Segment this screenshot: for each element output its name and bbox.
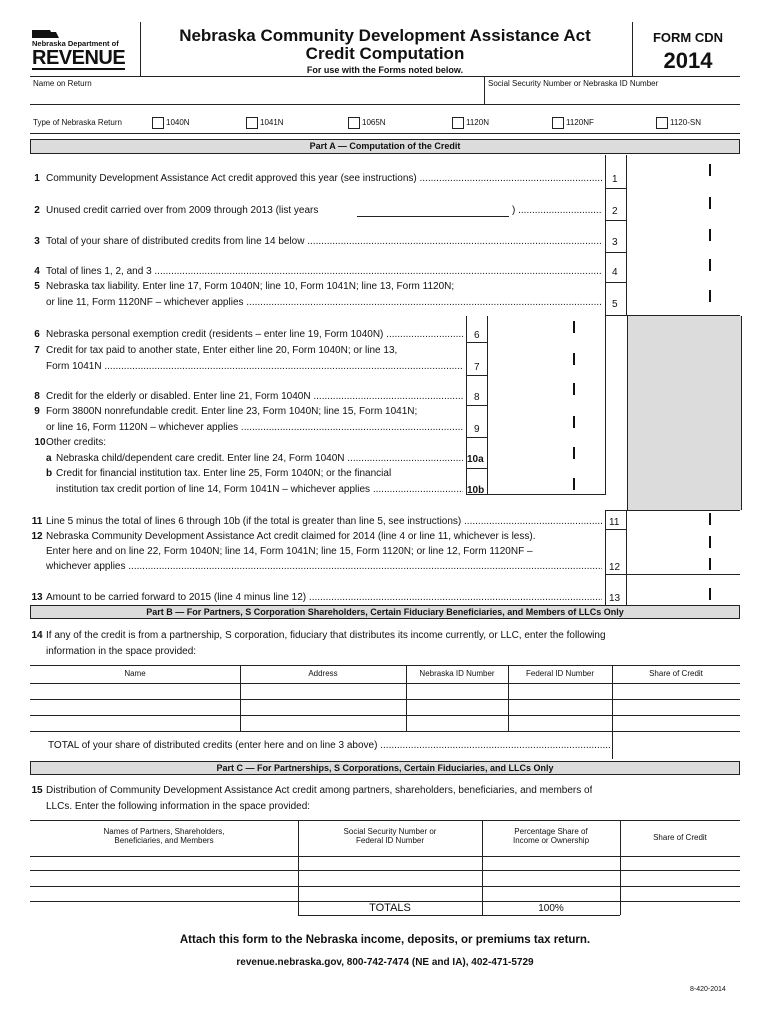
line-9-input[interactable] bbox=[489, 414, 603, 436]
line-10-text: Other credits: bbox=[46, 437, 107, 448]
box-4-label: 4 bbox=[612, 267, 618, 278]
box-10a-label: 10a bbox=[467, 454, 484, 465]
logo-main-text: REVENUE bbox=[32, 47, 126, 69]
line-12-num: 12 bbox=[31, 531, 43, 542]
col-partner-names-2: Beneficiaries, and Members bbox=[114, 836, 214, 845]
col-percentage bbox=[482, 827, 620, 845]
box-7-label: 7 bbox=[474, 362, 480, 373]
form-label: FORM CDN bbox=[652, 30, 724, 45]
col-federal-id: Federal ID Number bbox=[525, 669, 595, 678]
line-5-text-a: Nebraska tax liability. Enter line 17, Form 1040N; line 10, Form 1041N; line 13, Form 1120N; bbox=[46, 281, 455, 292]
line-13-input[interactable] bbox=[628, 584, 736, 604]
logo-top-text: Nebraska Department of bbox=[32, 39, 119, 48]
checkbox-1041n[interactable] bbox=[246, 117, 258, 129]
table-row[interactable] bbox=[30, 887, 740, 901]
line-1-num: 1 bbox=[34, 173, 40, 184]
part-a-title: Part A — Computation of the Credit bbox=[30, 139, 740, 154]
checkbox-1040n[interactable] bbox=[152, 117, 164, 129]
line-2-input[interactable] bbox=[628, 196, 736, 220]
table-row[interactable] bbox=[30, 871, 740, 886]
line-10a-letter: a bbox=[46, 453, 52, 464]
line-11-input[interactable] bbox=[628, 511, 736, 529]
line-13-num: 13 bbox=[31, 592, 43, 603]
return-type-1065n: 1065N bbox=[362, 118, 386, 127]
part-c-title: Part C — For Partnerships, S Corporations, Certain Fiduciaries, and LLCs Only bbox=[30, 761, 740, 775]
line-2-years-field[interactable] bbox=[357, 205, 509, 217]
line-7-input[interactable] bbox=[489, 352, 603, 374]
line-3-input[interactable] bbox=[628, 228, 736, 252]
line-4-text: Total of lines 1, 2, and 3 ..... bbox=[46, 266, 602, 277]
col-partner-names bbox=[30, 827, 298, 845]
table-row[interactable] bbox=[30, 716, 740, 731]
line-14-text-a: If any of the credit is from a partnership, S corporation, fiduciary that distributes its income currently, or LLC, enter the following bbox=[46, 630, 606, 641]
checkbox-1120n[interactable] bbox=[452, 117, 464, 129]
col-address: Address bbox=[308, 669, 338, 678]
line-7-text-b: Form 1041N ..... bbox=[46, 361, 463, 372]
name-label: Name on Return bbox=[33, 79, 92, 88]
totals-label: TOTALS bbox=[369, 902, 411, 914]
shaded-column bbox=[627, 316, 742, 510]
line-3-text: Total of your share of distributed credits from line 14 below ..... bbox=[46, 236, 602, 247]
return-type-1041n: 1041N bbox=[260, 118, 284, 127]
col-partner-names-1: Names of Partners, Shareholders, bbox=[103, 827, 225, 836]
col-name: Name bbox=[124, 669, 146, 678]
line-1-text: Community Development Assistance Act credit approved this year (see instructions) ..... bbox=[46, 173, 602, 184]
title-line-2: Credit Computation bbox=[305, 44, 465, 63]
line-10b-letter: b bbox=[46, 468, 53, 479]
totals-percent: 100% bbox=[538, 903, 564, 914]
part-b-total-text: TOTAL of your share of distributed credits (enter here and on line 3 above) ..... bbox=[48, 740, 610, 751]
col-nebraska-id: Nebraska ID Number bbox=[419, 669, 495, 678]
col-share-of-credit: Share of Credit bbox=[653, 833, 707, 842]
line-5-text-b: or line 11, Form 1120NF – whichever applies ..... bbox=[46, 297, 602, 308]
attach-instruction: Attach this form to the Nebraska income, deposits, or premiums tax return. bbox=[179, 934, 591, 946]
line-5-num: 5 bbox=[34, 281, 40, 292]
box-13-label: 13 bbox=[609, 593, 621, 604]
col-share-credit: Share of Credit bbox=[649, 669, 703, 678]
return-type-1120n: 1120N bbox=[466, 118, 489, 127]
col-ssn-fein-2: Federal ID Number bbox=[355, 836, 425, 845]
box-12-label: 12 bbox=[609, 562, 621, 573]
table-row[interactable] bbox=[30, 700, 740, 715]
form-year: 2014 bbox=[663, 48, 713, 73]
line-12-text-c: whichever applies ..... bbox=[46, 561, 602, 572]
line-7-text-a: Credit for tax paid to another state, Enter either line 20, Form 1040N; or line 13, bbox=[46, 345, 398, 356]
line-9-text-b: or line 16, Form 1120N – whichever applies ..... bbox=[46, 422, 463, 433]
part-c-table bbox=[30, 820, 740, 916]
line-9-num: 9 bbox=[34, 406, 40, 417]
line-12-input[interactable] bbox=[628, 550, 736, 574]
box-8-label: 8 bbox=[474, 392, 480, 403]
checkbox-1120nf[interactable] bbox=[552, 117, 564, 129]
line-2-close: ) ..... bbox=[512, 205, 602, 216]
logo bbox=[30, 22, 130, 72]
part-b-table bbox=[30, 665, 740, 733]
line-5-input[interactable] bbox=[628, 290, 736, 314]
line-6-text: Nebraska personal exemption credit (residents – enter line 19, Form 1040N) ..... bbox=[46, 329, 463, 340]
col-ssn-fein bbox=[298, 827, 482, 845]
line-9-text-a: Form 3800N nonrefundable credit. Enter line 23, Form 1040N; line 15, Form 1041N; bbox=[46, 406, 418, 417]
part-b-title: Part B — For Partners, S Corporation Shareholders, Certain Fiduciary Beneficiaries, and Members of LLCs Only bbox=[30, 605, 740, 619]
line-11-text: Line 5 minus the total of lines 6 through 10b (if the total is greater than line 5, see instructions) ..... bbox=[46, 516, 602, 527]
line-10b-text-a: Credit for financial institution tax. Enter line 25, Form 1040N; or the financial bbox=[56, 468, 392, 479]
line-13-text: Amount to be carried forward to 2015 (line 4 minus line 12) ..... bbox=[46, 592, 602, 603]
line-10a-text: Nebraska child/dependent care credit. Enter line 24, Form 1040N ..... bbox=[56, 453, 463, 464]
line-2-num: 2 bbox=[34, 205, 40, 216]
table-row[interactable] bbox=[30, 684, 740, 699]
col-percentage-1: Percentage Share of bbox=[514, 827, 588, 836]
line-12-text-a: Nebraska Community Development Assistance Act credit claimed for 2014 (line 4 or line 11, whichever is less). bbox=[46, 531, 536, 542]
col-ssn-fein-1: Social Security Number or bbox=[343, 827, 437, 836]
line-11-num: 11 bbox=[31, 516, 43, 527]
return-type-1040n: 1040N bbox=[166, 118, 190, 127]
line-15-text-a: Distribution of Community Development Assistance Act credit among partners, shareholders, beneficiaries, and members of bbox=[46, 785, 593, 796]
checkbox-1065n[interactable] bbox=[348, 117, 360, 129]
name-field[interactable] bbox=[30, 89, 482, 103]
form-subtitle: For use with the Forms noted below. bbox=[306, 65, 464, 75]
line-10-num: 10 bbox=[34, 437, 46, 448]
title-line-1: Nebraska Community Development Assistance Act bbox=[179, 26, 591, 45]
return-type-1120sn: 1120-SN bbox=[670, 118, 701, 127]
line-1-input[interactable] bbox=[628, 165, 736, 189]
line-4-input[interactable] bbox=[628, 258, 736, 282]
line-10b-text-b: institution tax credit portion of line 14, Form 1041N – whichever applies ..... bbox=[56, 484, 463, 495]
box-2-label: 2 bbox=[612, 206, 618, 217]
ssn-label: Social Security Number or Nebraska ID Number bbox=[488, 79, 659, 88]
form-code: 8-420-2014 bbox=[690, 986, 726, 993]
line-10b-input[interactable] bbox=[489, 472, 603, 494]
box-10b-label: 10b bbox=[467, 485, 485, 496]
line-7-num: 7 bbox=[34, 345, 40, 356]
form-title bbox=[145, 27, 625, 63]
line-8-input[interactable] bbox=[489, 382, 603, 404]
box-5-label: 5 bbox=[612, 299, 618, 310]
ssn-field[interactable] bbox=[486, 89, 740, 103]
col-percentage-2: Income or Ownership bbox=[512, 836, 590, 845]
return-type-1120nf: 1120NF bbox=[566, 118, 594, 127]
box-9-label: 9 bbox=[474, 424, 480, 435]
line-8-text: Credit for the elderly or disabled. Enter line 21, Form 1040N ..... bbox=[46, 391, 463, 402]
line-15-num: 15 bbox=[31, 785, 43, 796]
box-6-label: 6 bbox=[474, 330, 480, 341]
line-6-num: 6 bbox=[34, 329, 40, 340]
part-b-total-input[interactable] bbox=[614, 733, 740, 757]
nebraska-state-icon bbox=[32, 26, 60, 36]
line-6-input[interactable] bbox=[489, 320, 603, 342]
line-14-num: 14 bbox=[31, 630, 43, 641]
line-8-num: 8 bbox=[34, 391, 40, 402]
box-3-label: 3 bbox=[612, 237, 618, 248]
line-10a-input[interactable] bbox=[489, 446, 603, 468]
line-12-text-b: Enter here and on line 22, Form 1040N; line 14, Form 1041N; line 15, Form 1120N; or line 12, Form 1120NF – bbox=[46, 546, 533, 557]
checkbox-1120sn[interactable] bbox=[656, 117, 668, 129]
return-type-label: Type of Nebraska Return bbox=[33, 118, 122, 127]
contact-info: revenue.nebraska.gov, 800-742-7474 (NE and IA), 402-471-5729 bbox=[236, 957, 534, 968]
line-3-num: 3 bbox=[34, 236, 40, 247]
line-2-text: Unused credit carried over from 2009 through 2013 (list years bbox=[46, 205, 319, 216]
line-15-text-b: LLCs. Enter the following information in the space provided: bbox=[46, 801, 311, 812]
table-row[interactable] bbox=[30, 857, 740, 870]
box-11-label: 11 bbox=[609, 517, 620, 528]
line-4-num: 4 bbox=[34, 266, 40, 277]
box-1-label: 1 bbox=[612, 174, 618, 185]
totals-share-input[interactable] bbox=[621, 902, 740, 915]
line-14-text-b: information in the space provided: bbox=[46, 646, 197, 657]
